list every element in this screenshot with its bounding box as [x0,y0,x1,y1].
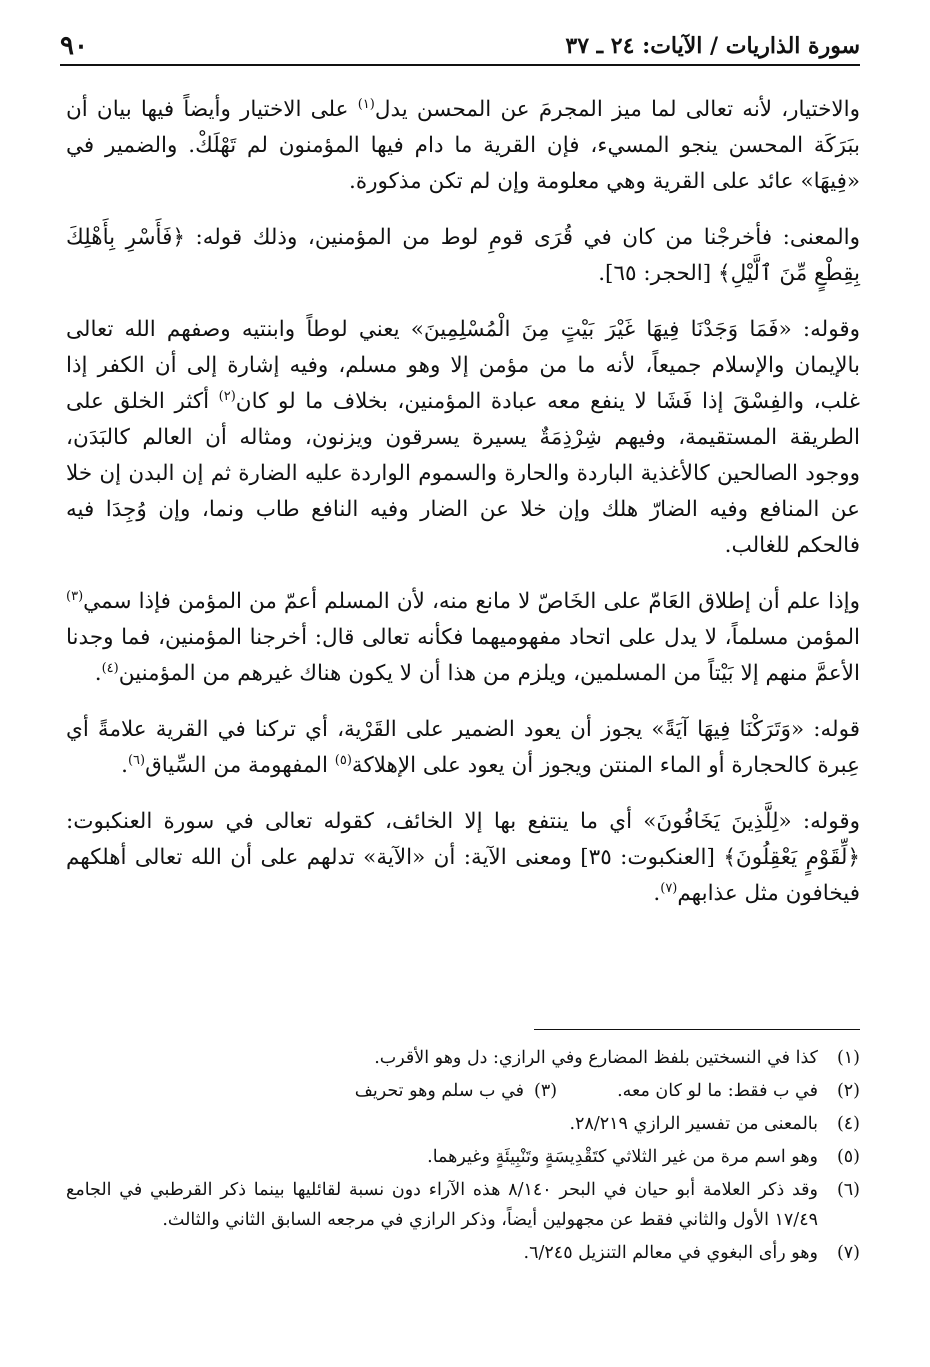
footnote-ref-6[interactable]: (٦) [127,752,146,768]
paragraph-4: وإذا علم أن إطلاق العَامّ على الخَاصّ لا مانع منه، لأن المسلم أعمّ من المؤمن فإذا سمي$^{(٣)}$ المؤمن مسلماً، لا يدل على اتحاد مفهوميهما فكأنه تعالى قال: أخرجنا المؤمنين، فما وجدنا الأعمَّ منهم إلا بَيْتاً من المسلمين، ويلزم من هذا أن لا يكون هناك غيرهم من المؤمنين$^{(٤)}$. [66,588,860,686]
footnote-ref-5[interactable]: (٥) [334,752,352,768]
footnote-1 [66,1043,860,1073]
footnote-7 [66,1238,860,1268]
footnote-number: (٣) [534,1081,558,1101]
footnote-ref-2[interactable]: (٢) [218,388,236,404]
footnote-6 [66,1175,860,1235]
footnotes [66,1043,860,1271]
paragraph-1: والاختيار، لأنه تعالى لما ميز المجرمَ عن المحسن يدل$^{(١)}$ على الاختيار وأيضاً فيها بيان أن ببَرَكَة المحسن ينجو المسيء، فإن القرية ما دام فيها المؤمنون لم تَهْلَكْ. والضمير في «فِيهَا» عائد على القرية وهي معلومة وإن لم تكن مذكورة. [66,96,860,194]
footnote-text: وهو اسم مرة من غير الثلاثي كتَقْدِيسَةٍ وتَنْبِيئَةٍ وغيرهما. [427,1147,818,1167]
paragraph-5: قوله: «وَتَرَكْنَا فِيهَا آيَةً» يجوز أن يعود الضمير على القَرْية، أي تركنا في القرية علامةً أي عِبرة كالحجارة أو الماء المنتن ويجوز أن يعود على الإهلاكة$^{(٥)}$ المفهومة من السِّياق$^{(٦)}$. [66,717,860,778]
paragraph-3: وقوله: «فَمَا وَجَدْنَا فِيهَا غَيْرَ بَيْتٍ مِنَ الْمُسْلِمِينَ» يعني لوطاً وابنتيه وصفهم الله تعالى بالإيمان والإسلام جميعاً، لأنه ما من مؤمن إلا وهو مسلم، وفيه إشارة إلى أن الكفر إذا غلب، والفِسْقَ إذا فَشَا لا ينفع معه عبادة المؤمنين، بخلاف ما لو كان$^{(٢)}$ أكثر الخلق على الطريقة المستقيمة، وفيهم شِرْذِمَةٌ يسيرة يسرقون ويزنون، ومثاله أن العالم كالبَدَن، ووجود الصالحين كالأغذية الباردة والحارة والسموم الواردة عليه الضارة ثم إن البدن إن خلا عن المنافع وفيه الضارّ هلك وإن خلا عن الضار وفيه النافع طاب ونما، وإن وُجِدَا فيه فالحكم للغالب. [66,317,861,558]
footnote-number: (٢) [836,1081,860,1101]
footnote-divider [534,1029,860,1030]
footnote-text: في ب سلم وهو تحريف [354,1081,525,1101]
footnote-text: بالمعنى من تفسير الرازي ٢٨/٢١٩. [569,1114,818,1134]
header-title: سورة الذاريات / الآيات: ٢٤ ـ ٣٧ [565,33,860,59]
footnote-number: (١) [836,1048,860,1068]
footnote-text: كذا في النسختين بلفظ المضارع وفي الرازي: دل وهو الأقرب. [374,1048,818,1068]
footnote-ref-1[interactable]: (١) [357,96,375,112]
footnote-number: (٦) [836,1180,860,1200]
running-header [60,28,860,66]
page-number: ٩٠ [60,31,88,61]
footnote-text: وقد ذكر العلامة أبو حيان في البحر ٨/١٤٠ هذه الآراء دون نسبة لقائليها بينما ذكر القرطبي في الجامع ١٧/٤٩ الأول والثاني فقط عن مجهولين أيضاً، وذكر الرازي في مرجعه السابق الثاني والثالث. [66,1180,818,1230]
footnote-number: (٤) [836,1114,860,1134]
footnote-ref-4[interactable]: (٤) [101,660,119,676]
footnote-ref-7[interactable]: (٧) [660,880,678,896]
footnote-text: في ب فقط: ما لو كان معه. [617,1081,818,1101]
body-text [66,92,860,932]
footnote-2-3 [66,1076,860,1106]
footnote-number: (٧) [836,1243,860,1263]
footnote-number: (٥) [836,1147,860,1167]
footnote-4 [66,1109,860,1139]
footnote-text: وهو رأى البغوي في معالم التنزيل ٦/٢٤٥. [523,1243,818,1263]
footnote-ref-3[interactable]: (٣) [66,588,84,604]
footnote-5 [66,1142,860,1172]
paragraph-6: وقوله: «لِلَّذِينَ يَخَافُونَ» أي ما ينتفع بها إلا الخائف، كقوله تعالى في سورة العنكبوت: ﴿لِّقَوْمٍ يَعْقِلُونَ﴾ [العنكبوت: ٣٥] ومعنى الآية: أن «الآية» تدلهم على أن الله تعالى أهلكهم فيخافون مثل عذابهم$^{(٧)}$. [66,809,861,906]
paragraph-2: والمعنى: فأخرجْنا من كان في قُرَى قومِ لوط من المؤمنين، وذلك قوله: ﴿فَأَسْرِ بِأَهْلِكَ بِقِطْعٍ مِّنَ ٱلَّيْلِ﴾ [الحجر: ٦٥]. [66,225,860,286]
